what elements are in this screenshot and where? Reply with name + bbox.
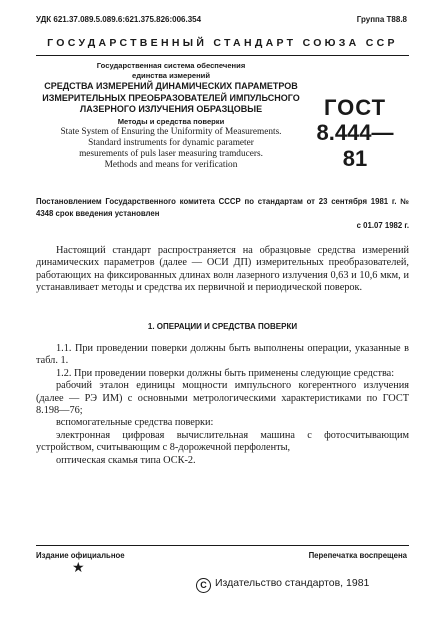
gost-designation [305, 96, 405, 172]
reprint-prohibited-label: Перепечатка воспрещена [308, 551, 407, 560]
star-icon: ★ [72, 561, 85, 576]
paragraph-computer: электронная цифровая вычислительная машина с фотосчитывающим устройством, считывающим с 8-дорожечной перфоленты, [36, 429, 409, 454]
paragraph-auxiliary-means: вспомогательные средства поверки: [56, 417, 214, 429]
copyright-icon: С [196, 578, 211, 593]
system-line-2: единства измерений [131, 71, 211, 80]
title-block [36, 61, 306, 171]
effective-date: с 01.07 1982 г. [356, 221, 409, 230]
main-title-line-1: СРЕДСТВА ИЗМЕРЕНИЙ ДИНАМИЧЕСКИХ ПАРАМЕТРОВ [44, 81, 298, 91]
system-line-1: Государственная система обеспечения [96, 61, 246, 70]
copyright-line [196, 577, 369, 593]
footer-divider [36, 545, 409, 546]
paragraph-reference-standard: рабочий эталон единицы мощности импульсного когерентного излучения (далее — РЭ ИМ) с основными метрологическими характеристиками по ГОСТ 8.198—76; [36, 380, 409, 417]
decree-text: Постановлением Государственного комитета СССР по стандартам от 23 сентября 1981 г. № 4348 срок введения установлен [36, 197, 409, 218]
intro-paragraph: Настоящий стандарт распространяется на образцовые средства измерений динамических параметров (далее — ОСИ ДП) измерительных преобразователей, работающих на фиксированных длинах волн лазерного излучения 0,63 и 10,6 мкм, и устанавливает методы и средства их первичной и периодической поверок. [36, 245, 409, 294]
paragraph-1-1: 1.1. При проведении поверки должны быть выполнены операции, указанные в табл. 1. [36, 343, 409, 367]
paragraph-1-2: 1.2. При проведении поверки должны быть применены следующие средства: [56, 367, 395, 379]
standard-banner: ГОСУДАРСТВЕННЫЙ СТАНДАРТ СОЮЗА ССР [47, 37, 398, 49]
group-code: Группа Т88.8 [356, 15, 407, 24]
header-divider [36, 55, 409, 56]
official-edition-label: Издание официальное [36, 551, 125, 560]
main-title-line-2: ИЗМЕРИТЕЛЬНЫХ ПРЕОБРАЗОВАТЕЛЕЙ ИМПУЛЬСНОГО [42, 92, 300, 103]
section-1-heading: 1. ОПЕРАЦИИ И СРЕДСТВА ПОВЕРКИ [147, 322, 298, 331]
udk-code: УДК 621.37.089.5.089.6:621.375.826:006.354 [36, 15, 202, 24]
paragraph-optical-bench: оптическая скамья типа ОСК-2. [56, 454, 196, 466]
english-title-line-4: Methods and means for verification [104, 159, 238, 170]
main-title-line-3: ЛАЗЕРНОГО ИЗЛУЧЕНИЯ ОБРАЗЦОВЫЕ [79, 104, 263, 114]
english-title-line-1: State System of Ensuring the Uniformity of Measurements. [60, 126, 282, 137]
english-title-line-3: mesurements of puls laser measuring tramducers. [79, 148, 263, 159]
methods-subtitle: Методы и средства поверки [117, 116, 225, 126]
publisher-text: Издательство стандартов, 1981 [215, 577, 370, 589]
gost-word: ГОСТ [323, 95, 387, 120]
english-title-line-2: Standard instruments for dynamic parameter [88, 137, 254, 148]
section-1-body [36, 343, 409, 467]
gost-number: 8.444—81 [316, 120, 394, 171]
